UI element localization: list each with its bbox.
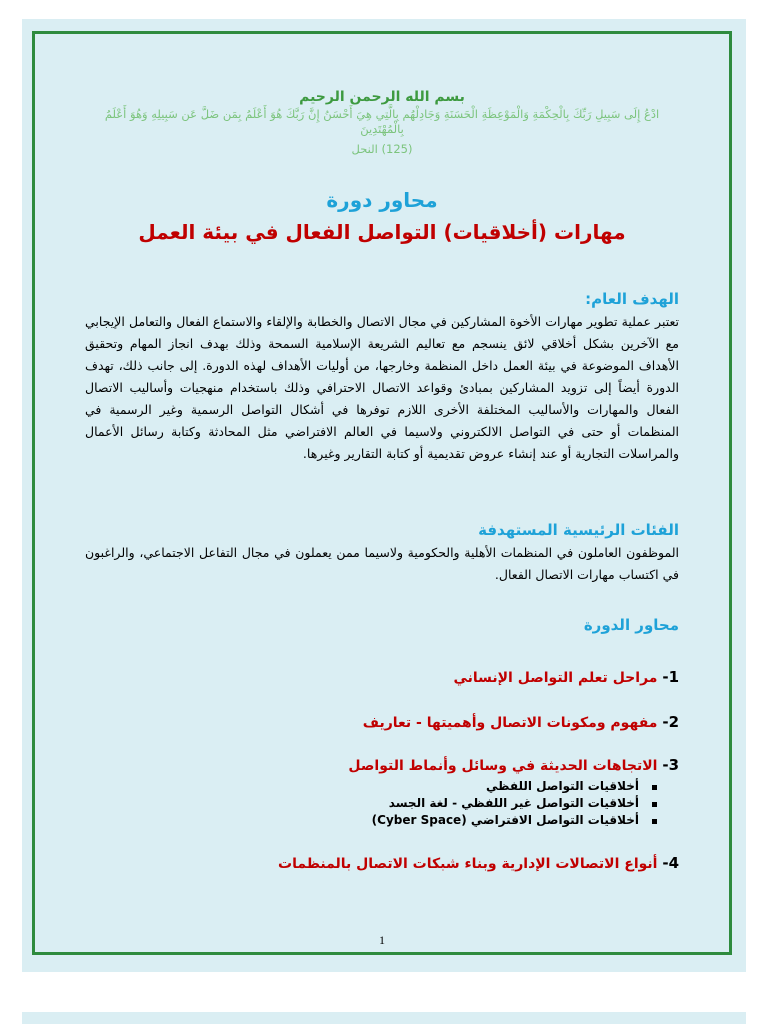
general-goal-heading: الهدف العام:	[585, 290, 679, 308]
page-number: 1	[379, 933, 385, 947]
axis-number: 4-	[662, 854, 679, 872]
axis-item	[278, 854, 679, 872]
axis-item	[453, 668, 679, 686]
general-goal-text: تعتبر عملية تطوير مهارات الأخوة المشاركين في مجال الاتصال والخطابة والإلقاء والاستماع الفعال والتعامل الإيجابي مع الآخرين بشكل أخلاقي لائق ينسجم مع تعاليم الشريعة الإسلامية السمحة وذلك بهدف انجاز المهام وتحقيق الأهداف الموضوعة في بيئة العمل داخل المنظمة وخارجها، من أوليات الأهداف لهذه الدورة. إلى جانب ذلك، تهدف الدورة أيضاً إلى تزويد المشاركين بمبادئ وقواعد الاتصال الاحترافي وذلك باستخدام منهجيات وأساليب الاتصال الفعال والمهارات والأساليب المختلفة الأخرى اللازم توفرها في أشكال التواصل الرسمية وغير الرسمية في المنظمات أو حتى في التواصل الالكتروني ولاسيما في العالم الافتراضي مثل المحادثة وكتابة رسائل الأعمال والمراسلات التجارية أو عند إنشاء عروض تقديمية أو كتابة التقارير وغيرها.	[85, 314, 679, 461]
axis-item	[348, 756, 679, 774]
document-page	[22, 19, 746, 972]
axis-number: 1-	[662, 668, 679, 686]
course-label: محاور دورة	[326, 188, 438, 212]
verse-text: ادْعُ إِلَى سَبِيلِ رَبِّكَ بِالْحِكْمَةِ وَالْمَوْعِظَةِ الْحَسَنَةِ وَجَادِلْهُم بِالَّتِي هِيَ أَحْسَنُ إِنَّ رَبَّكَ هُوَ أَعْلَمُ بِمَن ضَلَّ عَن سَبِيلِهِ وَهُوَ أَعْلَمُ بِالْمُهْتَدِينَ	[104, 107, 660, 136]
axis-label: أنواع الاتصالات الإدارية وبناء شبكات الاتصال بالمنظمات	[278, 856, 658, 872]
target-groups-heading: الفئات الرئيسية المستهدفة	[478, 521, 679, 539]
course-axes-heading: محاور الدورة	[583, 616, 679, 634]
axis-label: الاتجاهات الحديثة في وسائل وأنماط التواصل	[348, 758, 658, 774]
next-page-edge	[22, 1012, 746, 1024]
axis-label: مراحل تعلم التواصل الإنساني	[453, 670, 658, 686]
sub-bullet-list	[372, 778, 661, 829]
bismillah: بسم الله الرحمن الرحيم	[299, 89, 465, 105]
page-border	[32, 31, 732, 955]
axis-label: مفهوم ومكونات الاتصال وأهميتها - تعاريف	[362, 715, 658, 731]
course-title: مهارات (أخلاقيات) التواصل الفعال في بيئة العمل	[138, 220, 626, 244]
target-groups-text: الموظفون العاملون في المنظمات الأهلية والحكومية ولاسيما ممن يعملون في مجال التفاعل الاجتماعي، والراغبون في اكتساب مهارات الاتصال الفعال.	[85, 545, 679, 582]
sub-bullet-item: أخلاقيات التواصل غير اللفظي - لغة الجسد	[372, 795, 661, 812]
sub-bullet-item: أخلاقيات التواصل اللفظي	[372, 778, 661, 795]
axis-number: 2-	[662, 713, 679, 731]
verse-reference: (125) النحل	[351, 142, 413, 156]
sub-bullet-item: أخلاقيات التواصل الافتراضي (Cyber Space)	[372, 812, 661, 829]
axis-number: 3-	[662, 756, 679, 774]
axis-item	[363, 713, 679, 731]
